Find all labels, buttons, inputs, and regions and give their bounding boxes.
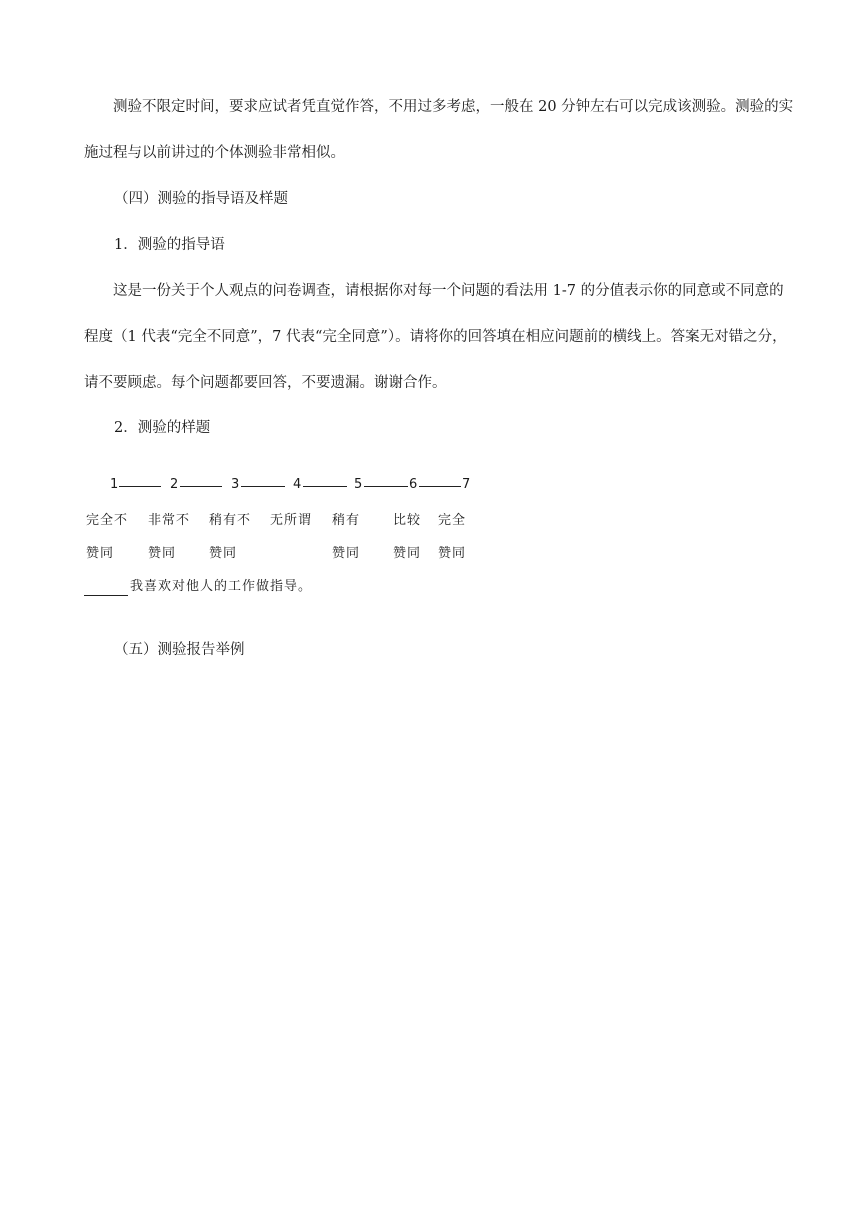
scale-dash [180, 486, 222, 487]
scale-label-7b: 赞同 [438, 546, 467, 561]
heading-report-example: （五）测验报告举例 [114, 642, 245, 658]
scale-dash [303, 486, 347, 487]
rating-scale-figure [84, 472, 484, 602]
scale-dash [419, 486, 461, 487]
scale-label-5a: 稍有 [332, 513, 361, 528]
scale-label-3b: 赞同 [209, 546, 238, 561]
heading-instructions-and-samples: （四）测验的指导语及样题 [114, 191, 288, 207]
scale-label-1b: 赞同 [86, 546, 115, 561]
paragraph-instructions: 这是一份关于个人观点的问卷调查，请根据你对每一个问题的看法用 1-7 的分值表示你的同意或不同意的程度（1 代表“完全不同意”，7 代表“完全同意”）。请将你的回答填在相应问题前的横线上。答案无对错之分，请不要顾虑。每个问题都要回答，不要遗漏。谢谢合作。 [84, 283, 787, 391]
scale-label-2a: 非常不 [148, 513, 191, 528]
scale-label-6b: 赞同 [393, 546, 422, 561]
sample-item-text: 我喜欢对他人的工作做指导。 [130, 579, 313, 594]
scale-dash [241, 486, 285, 487]
scale-number-1: 1 [110, 477, 119, 492]
heading-sample-items: 2．测验的样题 [114, 420, 211, 436]
scale-dash [364, 486, 408, 487]
paragraph-test-duration: 测验不限定时间，要求应试者凭直觉作答，不用过多考虑，一般在 20 分钟左右可以完成该测验。测验的实施过程与以前讲过的个体测验非常相似。 [84, 99, 794, 161]
scale-label-5b: 赞同 [332, 546, 361, 561]
scale-number-4: 4 [293, 477, 302, 492]
scale-label-7a: 完全 [438, 513, 467, 528]
scale-label-1a: 完全不 [86, 513, 129, 528]
scale-number-7: 7 [462, 477, 471, 492]
scale-label-4a: 无所谓 [270, 513, 313, 528]
scale-label-2b: 赞同 [148, 546, 177, 561]
heading-instructions: 1．测验的指导语 [114, 237, 225, 253]
scale-dash [119, 486, 161, 487]
scale-number-5: 5 [354, 477, 363, 492]
scale-number-3: 3 [231, 477, 240, 492]
scale-label-6a: 比较 [393, 513, 422, 528]
answer-blank-line [84, 583, 128, 596]
scale-label-3a: 稍有不 [209, 513, 252, 528]
scale-number-6: 6 [409, 477, 418, 492]
scale-number-2: 2 [170, 477, 179, 492]
sample-item [84, 578, 312, 596]
